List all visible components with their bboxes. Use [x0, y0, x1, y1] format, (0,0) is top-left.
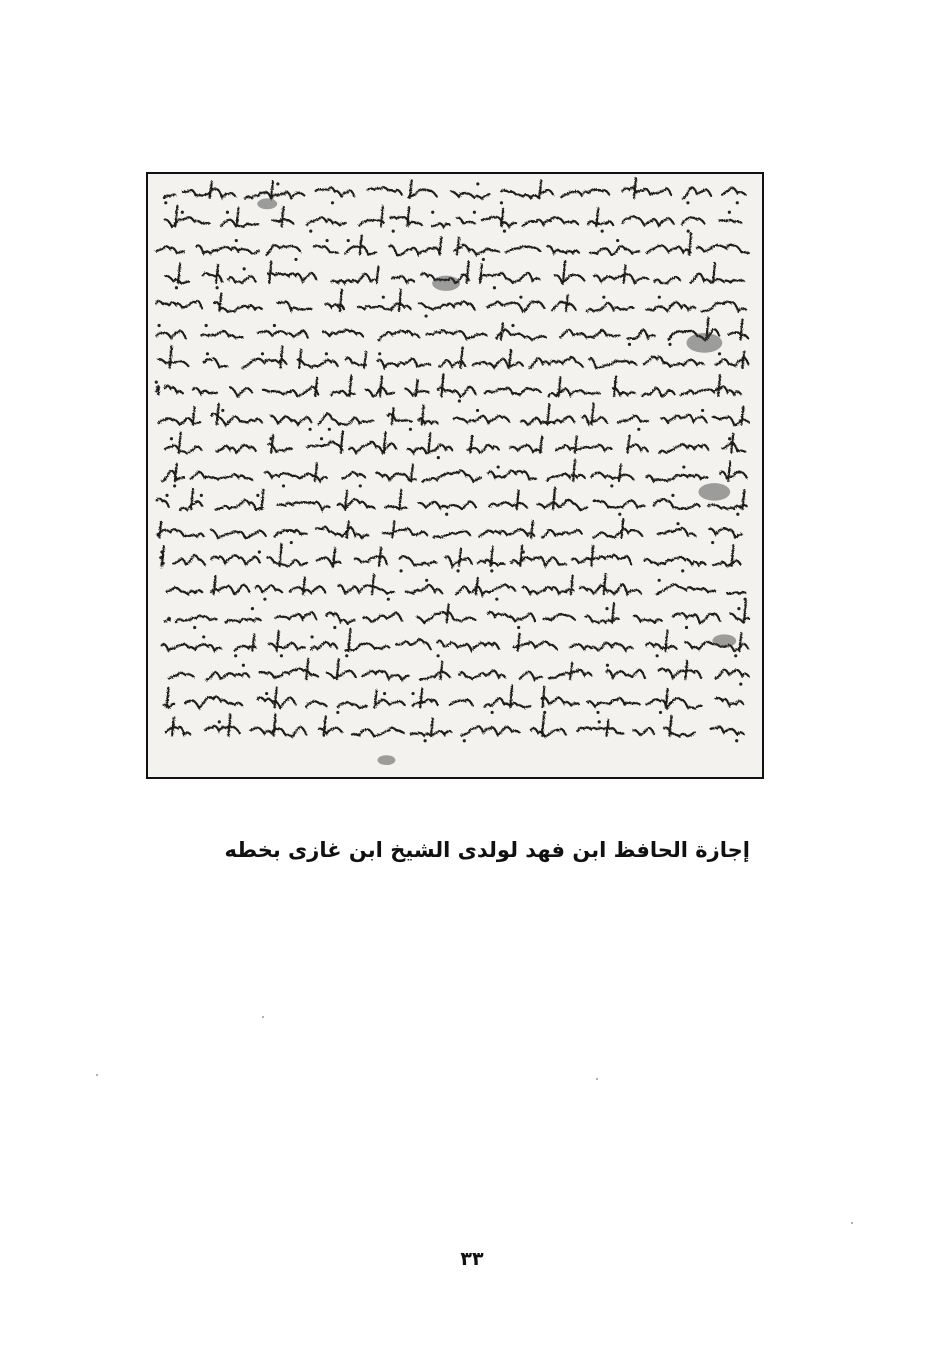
- diacritic-dot: [473, 211, 476, 214]
- diacritic-dot: [737, 607, 740, 610]
- diacritic-dot: [736, 201, 739, 204]
- diacritic-dot: [728, 211, 731, 214]
- diacritic-dot: [687, 230, 690, 233]
- diacritic-dot: [216, 286, 219, 289]
- diacritic-dot: [659, 711, 662, 714]
- diacritic-dot: [235, 239, 238, 242]
- diacritic-dot: [658, 579, 661, 582]
- diacritic-dot: [173, 484, 176, 487]
- diacritic-dot: [686, 201, 689, 204]
- diacritic-dot: [263, 598, 266, 601]
- diacritic-dot: [437, 456, 440, 459]
- scan-speck: [851, 1222, 853, 1224]
- diacritic-dot: [490, 569, 493, 572]
- diacritic-dot: [495, 598, 498, 601]
- ink-smudge: [686, 333, 722, 353]
- diacritic-dot: [431, 211, 434, 214]
- diacritic-dot: [359, 484, 362, 487]
- diacritic-dot: [226, 211, 229, 214]
- diacritic-dot: [411, 692, 414, 695]
- diacritic-dot: [155, 381, 158, 384]
- diacritic-dot: [387, 598, 390, 601]
- diacritic-dot: [181, 211, 184, 214]
- diacritic-dot: [503, 230, 506, 233]
- ink-smudge: [432, 276, 460, 291]
- figure-caption: إجازة الحافظ ابن فهد لولدى الشيخ ابن غازى بخطه: [224, 838, 750, 862]
- diacritic-dot: [218, 720, 221, 723]
- diacritic-dot: [618, 513, 621, 516]
- diacritic-dot: [718, 352, 721, 355]
- diacritic-dot: [336, 711, 339, 714]
- manuscript-image: [146, 172, 764, 779]
- diacritic-dot: [610, 484, 613, 487]
- diacritic-dot: [728, 437, 731, 440]
- diacritic-dot: [310, 635, 313, 638]
- page-number: ٣٣: [460, 1248, 484, 1270]
- diacritic-dot: [282, 484, 285, 487]
- diacritic-dot: [261, 352, 264, 355]
- diacritic-dot: [165, 494, 168, 497]
- diacritic-dot: [265, 692, 268, 695]
- handwritten-arabic-manuscript-icon: [148, 174, 762, 777]
- diacritic-dot: [258, 550, 261, 553]
- diacritic-dot: [424, 739, 427, 742]
- diacritic-dot: [328, 428, 331, 431]
- diacritic-dot: [685, 626, 688, 629]
- diacritic-dot: [160, 550, 163, 553]
- ink-smudge: [378, 755, 396, 765]
- diacritic-dot: [273, 324, 276, 327]
- diacritic-dot: [164, 201, 167, 204]
- diacritic-dot: [202, 635, 205, 638]
- diacritic-dot: [511, 324, 514, 327]
- diacritic-dot: [325, 239, 328, 242]
- diacritic-dot: [519, 296, 522, 299]
- diacritic-dot: [711, 541, 714, 544]
- diacritic-dot: [382, 296, 385, 299]
- diacritic-dot: [309, 230, 312, 233]
- diacritic-dot: [736, 513, 739, 516]
- diacritic-dot: [425, 579, 428, 582]
- scan-speck: [262, 1016, 264, 1018]
- diacritic-dot: [637, 428, 640, 431]
- diacritic-dot: [276, 182, 279, 185]
- diacritic-dot: [200, 494, 203, 497]
- diacritic-dot: [668, 343, 671, 346]
- diacritic-dot: [347, 239, 350, 242]
- diacritic-dot: [170, 437, 173, 440]
- diacritic-dot: [601, 230, 604, 233]
- diacritic-dot: [671, 494, 674, 497]
- diacritic-dot: [491, 711, 494, 714]
- diacritic-dot: [157, 324, 160, 327]
- diacritic-dot: [476, 182, 479, 185]
- diacritic-dot: [500, 201, 503, 204]
- diacritic-dot: [739, 683, 742, 686]
- diacritic-dot: [445, 513, 448, 516]
- diacritic-dot: [243, 267, 246, 270]
- diacritic-dot: [676, 522, 679, 525]
- diacritic-dot: [175, 286, 178, 289]
- diacritic-dot: [409, 428, 412, 431]
- diacritic-dot: [331, 201, 334, 204]
- diacritic-dot: [437, 654, 440, 657]
- diacritic-dot: [476, 409, 479, 412]
- diacritic-dot: [251, 607, 254, 610]
- diacritic-dot: [399, 569, 402, 572]
- diacritic-dot: [463, 739, 466, 742]
- diacritic-dot: [543, 711, 546, 714]
- scan-speck: [596, 1078, 598, 1080]
- diacritic-dot: [234, 654, 237, 657]
- diacritic-dot: [256, 494, 259, 497]
- diacritic-dot: [325, 352, 328, 355]
- diacritic-dot: [308, 428, 311, 431]
- diacritic-dot: [656, 654, 659, 657]
- diacritic-dot: [598, 720, 601, 723]
- diacritic-dot: [701, 409, 704, 412]
- scan-speck: [96, 1074, 98, 1076]
- diacritic-dot: [605, 607, 608, 610]
- diacritic-dot: [378, 352, 381, 355]
- diacritic-dot: [735, 739, 738, 742]
- diacritic-dot: [333, 626, 336, 629]
- diacritic-dot: [606, 664, 609, 667]
- diacritic-dot: [493, 286, 496, 289]
- diacritic-dot: [616, 239, 619, 242]
- diacritic-dot: [320, 437, 323, 440]
- diacritic-dot: [628, 343, 631, 346]
- diacritic-dot: [681, 569, 684, 572]
- diacritic-dot: [602, 296, 605, 299]
- diacritic-dot: [280, 654, 283, 657]
- diacritic-dot: [497, 465, 500, 468]
- ink-smudge: [698, 483, 730, 500]
- diacritic-dot: [269, 437, 272, 440]
- diacritic-dot: [744, 598, 747, 601]
- diacritic-dot: [522, 550, 525, 553]
- diacritic-dot: [206, 352, 209, 355]
- diacritic-dot: [482, 258, 485, 261]
- diacritic-dot: [392, 230, 395, 233]
- diacritic-dot: [458, 399, 461, 402]
- diacritic-dot: [734, 654, 737, 657]
- ink-smudge: [257, 198, 277, 209]
- diacritic-dot: [456, 569, 459, 572]
- diacritic-dot: [205, 324, 208, 327]
- diacritic-dot: [193, 626, 196, 629]
- ink-smudge: [712, 634, 736, 647]
- diacritic-dot: [294, 258, 297, 261]
- diacritic-dot: [221, 409, 224, 412]
- diacritic-dot: [517, 626, 520, 629]
- diacritic-dot: [345, 654, 348, 657]
- diacritic-dot: [596, 711, 599, 714]
- diacritic-dot: [658, 296, 661, 299]
- diacritic-dot: [383, 692, 386, 695]
- diacritic-dot: [682, 465, 685, 468]
- diacritic-dot: [290, 541, 293, 544]
- diacritic-dot: [242, 664, 245, 667]
- diacritic-dot: [424, 314, 427, 317]
